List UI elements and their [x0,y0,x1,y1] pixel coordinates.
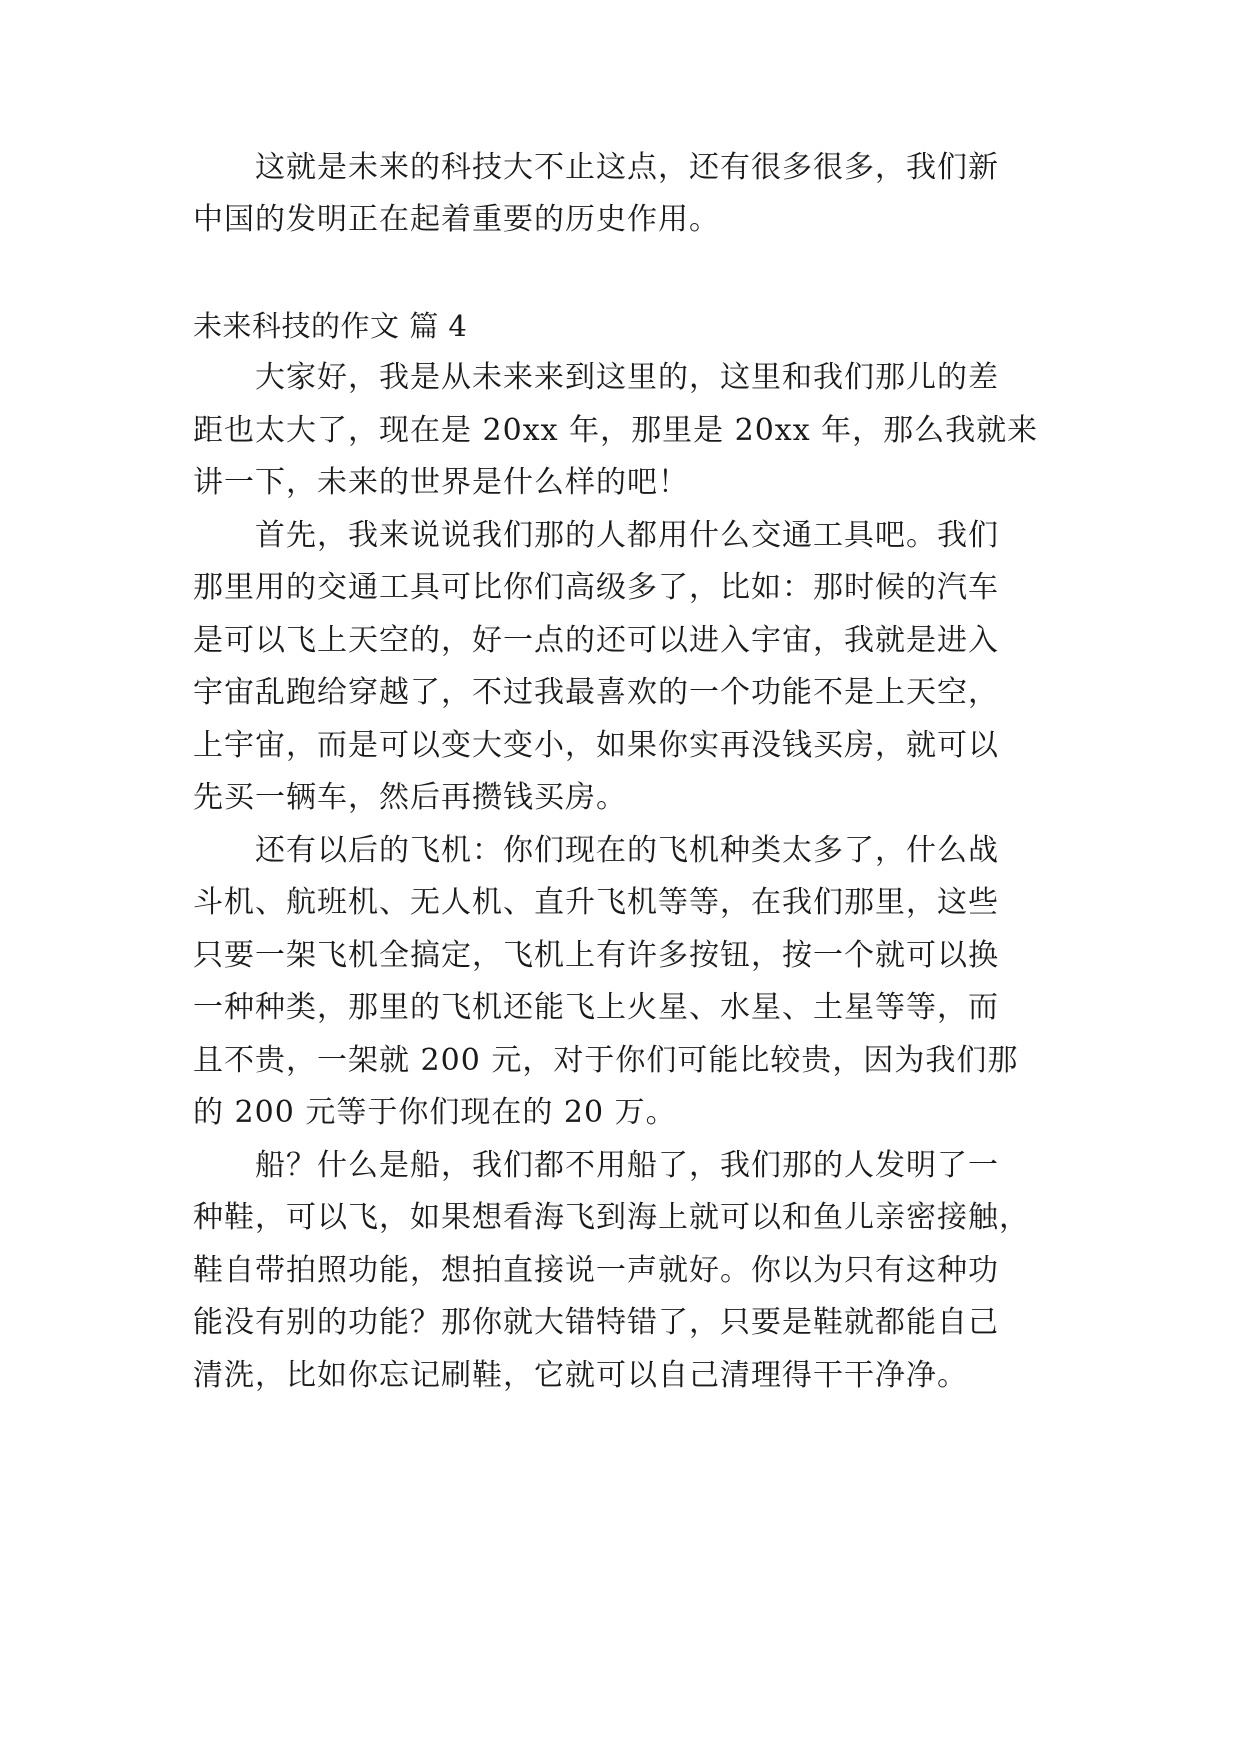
intro-line-1: 这就是未来的科技大不止这点，还有很多很多，我们新 [255,150,999,185]
paragraph-4-line-3: 鞋自带拍照功能，想拍直接说一声就好。你以为只有这种功 [193,1253,999,1288]
paragraph-4-line-1: 船？什么是船，我们都不用船了，我们那的人发明了一 [255,1148,999,1183]
paragraph-2-line-5: 上宇宙，而是可以变大变小，如果你实再没钱买房，就可以 [193,728,999,763]
paragraph-3-line-2: 斗机、航班机、无人机、直升飞机等等，在我们那里，这些 [193,885,999,920]
paragraph-1-line-2: 距也太大了，现在是 20xx 年，那里是 20xx 年，那么我就来 [193,413,1039,448]
paragraph-2-line-2: 那里用的交通工具可比你们高级多了，比如：那时候的汽车 [193,570,999,605]
paragraph-3-line-1: 还有以后的飞机：你们现在的飞机种类太多了，什么战 [255,833,999,868]
paragraph-4-line-2: 种鞋，可以飞，如果想看海飞到海上就可以和鱼儿亲密接触， [193,1200,1030,1235]
paragraph-2-line-6: 先买一辆车，然后再攒钱买房。 [193,780,627,815]
paragraph-3-line-3: 只要一架飞机全搞定，飞机上有许多按钮，按一个就可以换 [193,938,999,973]
paragraph-3-line-6: 的 200 元等于你们现在的 20 万。 [193,1095,677,1130]
paragraph-2-line-1: 首先，我来说说我们那的人都用什么交通工具吧。我们 [255,518,999,553]
paragraph-4-line-5: 清洗，比如你忘记刷鞋，它就可以自己清理得干干净净。 [193,1358,968,1393]
paragraph-2-line-4: 宇宙乱跑给穿越了，不过我最喜欢的一个功能不是上天空， [193,675,999,710]
paragraph-1-line-3: 讲一下，未来的世界是什么样的吧！ [193,465,689,500]
paragraph-2-line-3: 是可以飞上天空的，好一点的还可以进入宇宙，我就是进入 [193,623,999,658]
section-title: 未来科技的作文 篇 4 [193,309,468,343]
paragraph-3-line-5: 且不贵，一架就 200 元，对于你们可能比较贵，因为我们那 [193,1043,1019,1078]
paragraph-1-line-1: 大家好，我是从未来来到这里的，这里和我们那儿的差 [255,360,999,395]
paragraph-4-line-4: 能没有别的功能？那你就大错特错了，只要是鞋就都能自己 [193,1305,999,1340]
intro-line-2: 中国的发明正在起着重要的历史作用。 [193,202,720,237]
paragraph-3-line-4: 一种种类，那里的飞机还能飞上火星、水星、土星等等，而 [193,990,999,1025]
